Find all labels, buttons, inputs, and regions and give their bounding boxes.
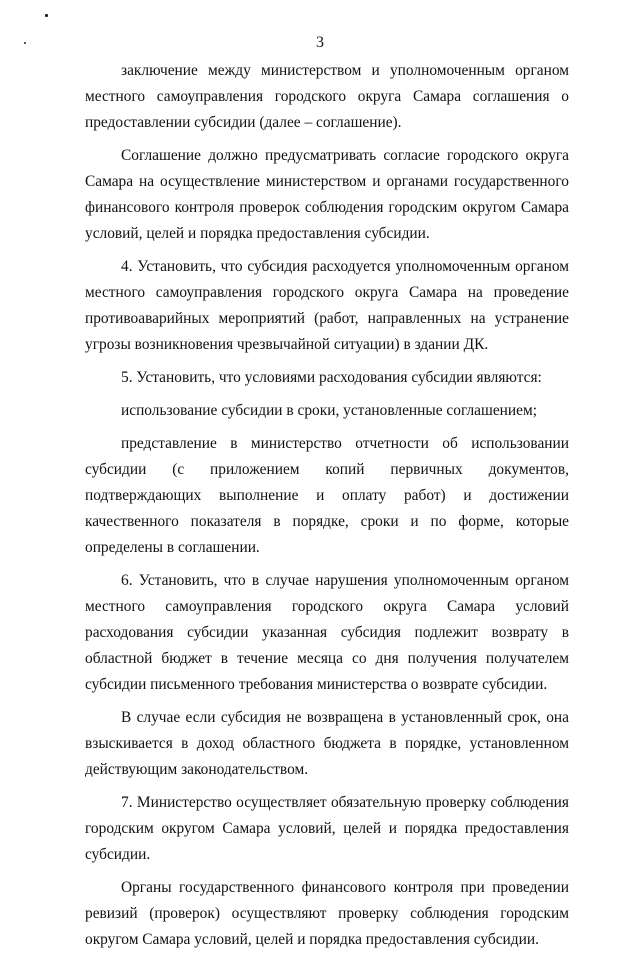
- scan-speck: [45, 14, 48, 17]
- paragraph-recovery: В случае если субсидия не возвращена в установленный срок, она взыскивается в доход областного бюджета в порядке, установленном действующим законодательством.: [85, 709, 569, 778]
- paragraph-condition-terms: использование субсидии в сроки, установленные соглашением;: [121, 402, 537, 419]
- paragraph-item-4: 4. Установить, что субсидия расходуется уполномоченным органом местного самоуправления городского округа Самара на проведение противоаварийных мероприятий (работ, направленных на устранение угрозы возникновения чрезвычайной ситуации) в здании ДК.: [85, 258, 569, 353]
- page-number: 3: [316, 34, 324, 51]
- paragraph-agreement-consent: Соглашение должно предусматривать согласие городского округа Самара на осуществление министерством и органами государственного финансового контроля проверок соблюдения городским округом Самара условий, целей и порядка предоставления субсидии.: [85, 147, 569, 242]
- paragraph-item-7: 7. Министерство осуществляет обязательную проверку соблюдения городским округом Самара условий, целей и порядка предоставления субсидии.: [85, 794, 569, 863]
- paragraph-item-5: 5. Установить, что условиями расходования субсидии являются:: [121, 369, 542, 386]
- document-body: [85, 58, 569, 960]
- paragraph-condition-reporting: представление в министерство отчетности об использовании субсидии (с приложением копий первичных документов, подтверждающих выполнение и оплату работ) и достижении качественного показателя в порядке, сроки и по форме, которые определены в соглашении.: [85, 435, 569, 556]
- paragraph-audit: Органы государственного финансового контроля при проведении ревизий (проверок) осуществляют проверку соблюдения городским округом Самара условий, целей и порядка предоставления субсидии.: [85, 879, 569, 948]
- paragraph-item-6: 6. Установить, что в случае нарушения уполномоченным органом местного самоуправления городского округа Самара условий расходования субсидии указанная субсидия подлежит возврату в областной бюджет в течение месяца со дня получения получателем субсидии письменного требования министерства о возврате субсидии.: [85, 572, 569, 693]
- paragraph-agreement-conclusion: заключение между министерством и уполномоченным органом местного самоуправления городского округа Самара соглашения о предоставлении субсидии (далее – соглашение).: [85, 62, 569, 131]
